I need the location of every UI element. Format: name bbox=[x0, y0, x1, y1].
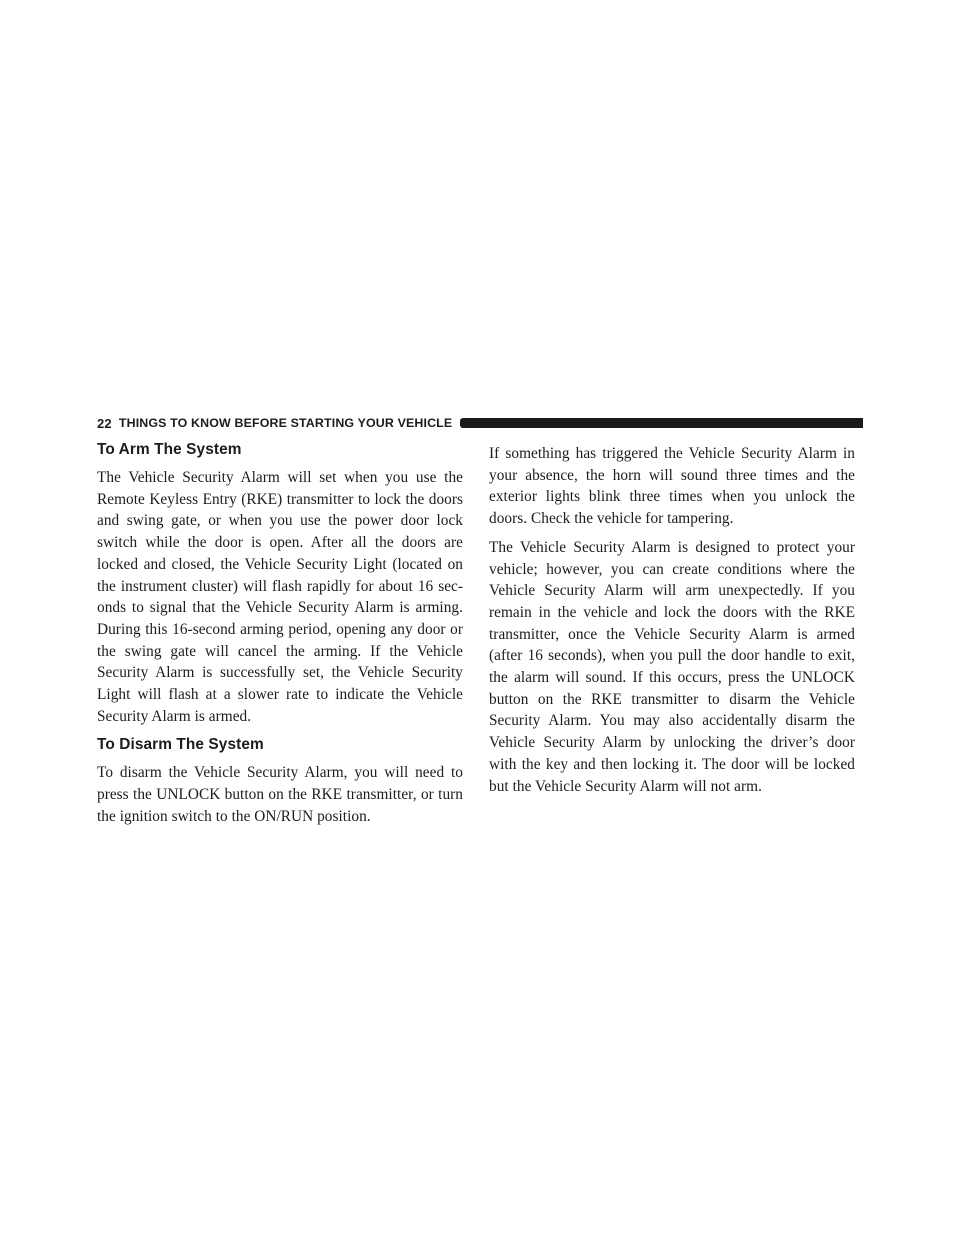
left-column bbox=[97, 440, 463, 835]
page-number: 22 bbox=[97, 415, 112, 431]
page-header bbox=[97, 416, 863, 430]
unexpected-arm-paragraph: The Vehicle Security Alarm is designed to protect your vehicle; however, you can create conditions where the Vehicle Security Alarm will arm unexpectedly. If you remain in the vehicle and lock the doors with the RKE transmitter, once the Vehicle Security Alarm is armed (after 16 seconds), when you pull the door handle to exit, the alarm will sound. If this occurs, press the UNLOCK button on the RKE transmitter to disarm the Vehicle Security Alarm. You may also accidentally disarm the Vehicle Security Alarm by unlocking the driver’s door with the key and then locking it. The door will be locked but the Vehicle Security Alarm will not arm. bbox=[489, 538, 855, 795]
header-rule bbox=[460, 418, 863, 428]
disarm-system-paragraph: To disarm the Vehicle Security Alarm, you will need to press the UNLOCK button on the RKE transmitter, or turn the ignition switch to the ON/RUN position. bbox=[97, 764, 463, 825]
disarm-system-heading: To Disarm The System bbox=[97, 736, 264, 754]
triggered-alarm-paragraph: If something has triggered the Vehicle Security Alarm in your absence, the horn will sound three times and the exterior lights blink three times when you unlock the doors. Check the vehicle for tampering. bbox=[489, 445, 855, 528]
arm-system-heading: To Arm The System bbox=[97, 441, 242, 458]
right-column bbox=[489, 443, 855, 804]
arm-system-paragraph: The Vehicle Security Alarm will set when you use the Remote Keyless Entry (RKE) transmitter to lock the doors and swing gate, or when you use the power door lock switch while the door is open. After all the doors are locked and closed, the Vehicle Security Light (located on the instrument cluster) will flash rapidly for about 16 seconds to signal that the Vehicle Security Alarm is arming. During this 16-second arming period, opening any door or the swing gate will cancel the arming. If the Vehicle Security Alarm is successfully set, the Vehicle Security Light will flash at a slower rate to indicate the Vehicle Security Alarm is armed. bbox=[97, 469, 463, 725]
running-title: THINGS TO KNOW BEFORE STARTING YOUR VEHICLE bbox=[118, 416, 453, 430]
